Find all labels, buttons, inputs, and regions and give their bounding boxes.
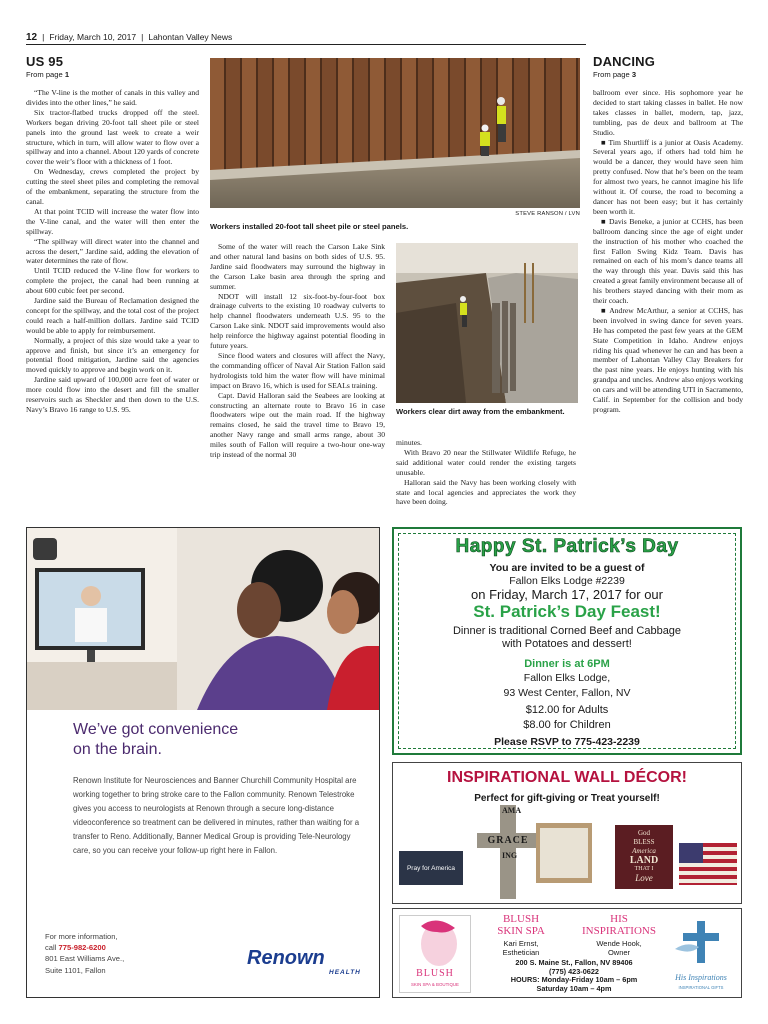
photo1-credit: STEVE RANSON / LVN [515, 211, 580, 217]
article-paragraph: With Bravo 20 near the Stillwater Wildlife Refuge, he said additional water could render the existing targets unusable. [396, 447, 576, 477]
us95-column-2 [210, 242, 385, 460]
article-paragraph: Jardine said upward of 100,000 acre feet of water or more could flow into the desert and fill the smaller reservoirs such as Sheckler and then down to the U.S. Navy’s Bravo 16 range to U.S. 95. [26, 375, 199, 414]
article-paragraph: Until TCID reduced the V-line flow for workers to complete the project, the canal had been running at about 600 cubic feet per second. [26, 266, 199, 296]
shop-contact [479, 959, 669, 993]
shop-hours-weekday: HOURS: Monday-Friday 10am – 6pm [510, 975, 638, 985]
folio-paper: Lahontan Valley News [148, 32, 233, 42]
folio-divider: | [42, 32, 45, 42]
photo-embankment [396, 243, 578, 403]
st-patricks-dinner-1: Dinner is traditional Corned Beef and Cabbage [452, 625, 682, 637]
article-paragraph: NDOT will install 12 six-foot-by-four-foot box drainage culverts to the existing 10 roadway culverts to help channel floodwaters underneath U.S. 95 to the Carson Lake sink. NDOT said improvements would also help reinforce the highway against potential flooding in future years. [210, 291, 385, 351]
us95-column-1 [26, 88, 199, 415]
pray-for-america-sign: Pray for America [399, 851, 463, 885]
photo1-caption: Workers installed 20-foot tall sheet pile or steel panels. [210, 222, 409, 231]
article-paragraph: On Wednesday, crews completed the project by cutting the steel sheet piles and completing the removal of the embankment, separating the structure from the canal. [26, 167, 199, 206]
his-inspirations-owner: Wende Hook, Owner [596, 939, 642, 957]
his-inspirations-name: HIS INSPIRATIONS [582, 913, 656, 937]
article-paragraph: minutes. [396, 438, 422, 447]
article-paragraph: ■ Andrew McArthur, a senior at CCHS, has been involved in swing dance for seven years. He has competed the past few years at the GEM State Competition in Idaho. Andrew enjoys riding his quad whenever he can and has been a member of Lahontan Valley Clay Breakers for the past nine years. He enjoys hunting with his grandpa and uncles. Andrew also enjoys working on cars and will be attending UTI in Sacramento, Calif. in September for the collision and body program. [593, 305, 743, 414]
article-paragraph: “The V-line is the mother of canals in this valley and divides into the other lines,” he said. [26, 88, 199, 107]
article-paragraph: Jardine said the Bureau of Reclamation designed the concept for the spillway, and the total cost of the project could reach a half-million dollars. Jardine said TCID would be able to apply for reimbursement. [26, 296, 199, 335]
renown-contact: For more information, call 775-982-6200 801 East Williams Ave., Suite 1101, Fallon [45, 932, 125, 975]
blush-name: BLUSH SKIN SPA [497, 913, 545, 937]
shop-address: 200 S. Maine St., Fallon, NV 89406 [515, 958, 633, 967]
photo2-caption: Workers clear dirt away from the embankment. [396, 407, 565, 416]
page-folio [26, 30, 586, 44]
st-patricks-feast: St. Patrick’s Day Feast! [473, 602, 661, 621]
us95-headline: US 95 [26, 54, 64, 69]
his-inspirations-logo: His Inspirations INSPIRATIONAL GIFTS [665, 915, 737, 993]
us95-jump-line: From page 1 [26, 70, 70, 79]
flag-icon [679, 843, 737, 885]
st-patricks-date: on Friday, March 17, 2017 for our [471, 587, 663, 602]
god-bless-america-sign: God BLESS America LAND THAT I Love [615, 825, 673, 889]
article-paragraph: Some of the water will reach the Carson Lake Sink and other natural land basins on both sides of U.S. 95. Jardine said floodwaters may surround the highway in the Carson Lake basin area through the spring and summer. [210, 242, 385, 291]
st-patricks-inner-border [398, 533, 736, 749]
renown-logo-sub: HEALTH [329, 969, 361, 976]
article-paragraph: ballroom ever since. His sophomore year he decided to start taking classes in ballet. He now takes classes in ballet, modern, tap, jazz, tumbling, pas de deux and ballroom at The Studio. [593, 88, 743, 137]
shop-phone: (775) 423-0622 [549, 966, 599, 976]
article-paragraph: Halloran said the Navy has been working closely with state and local agencies and appreciates the work they have been doing. [396, 477, 576, 507]
folio-rule [26, 44, 586, 45]
article-paragraph: ■ Tim Shurtliff is a junior at Oasis Academy. Several years ago, if others had told him he would be a dancer, they would have seen him pretty confused. Now that he’s been on the team for almost two years, he cannot imagine his life without it. Of course, the road to becoming a dancer has not been easy; but it has certainly been worth it. [593, 137, 743, 216]
folio-divider: | [141, 32, 144, 42]
st-patricks-venue: Fallon Elks Lodge, [523, 672, 611, 684]
st-patricks-invite: You are invited to be a guest of [489, 562, 645, 574]
dancing-column [593, 88, 743, 415]
page-number: 12 [26, 31, 38, 43]
wall-decor-subtitle: Perfect for gift-giving or Treat yourself! [474, 793, 660, 804]
st-patricks-adult-price: $12.00 for Adults [525, 704, 609, 716]
article-paragraph: ■ Davis Beneke, a junior at CCHS, has been ballroom dancing since the age of eight under the instruction of his mother who coached the first Fallon Swing Kidz Team. Davis has remained on each of his mom’s dance teams all the way through this year. Davis said this has created a great family environment because all of his brothers stayed dancing with their mom as their coach. [593, 216, 743, 306]
renown-health-ad [26, 527, 380, 998]
angel-cross-panel [540, 828, 588, 878]
renown-body: Renown Institute for Neurosciences and Banner Churchill Community Hospital are working together to bring stroke care to the Fallon community. Renown Telestroke gives you access to neurologists at Renown through a secure long-distance videoconference so treatment can be delivered in minutes, rather than waiting for a transfer to Reno. Additionally, Banner Medical Group is providing Tele-Neurology care, so you can receive your follow-up right here in Fallon. [73, 776, 360, 855]
article-paragraph: At that point TCID will increase the water flow into the V-line canal, and the water will then enter the spillway. [26, 206, 199, 236]
st-patricks-title: Happy St. Patrick’s Day [455, 536, 679, 557]
st-patricks-lodge: Fallon Elks Lodge #2239 [509, 575, 625, 587]
blush-logo: BLUSH SKIN SPA & BOUTIQUE [399, 915, 471, 993]
embankment-illustration [396, 243, 578, 403]
article-paragraph: Six tractor-flatbed trucks dropped off the steel. Workers began driving 20-foot tall sheet pile or steel panels into the ground last week to create a weir structure, which in turn, will allow water to flow over a spillway and into a channel. About 120 yards of concrete cover the weir’s floor with a thickness of 1 foot. [26, 107, 199, 167]
wall-decor-title: INSPIRATIONAL WALL DÉCOR! [447, 769, 687, 786]
renown-phone: 775-982-6200 [58, 943, 106, 953]
blush-face-icon [401, 918, 471, 968]
renown-logo: Renown [247, 947, 325, 969]
article-paragraph: Normally, a project of this size would take a year to approve and finish, but since it’s an emergency for potential flood mitigation, Jardine said the agencies moved quickly to approve and begin work on it. [26, 335, 199, 375]
st-patricks-day-ad [392, 527, 742, 755]
photo-sheet-pile [210, 58, 580, 208]
st-patricks-rsvp: Please RSVP to 775-423-2239 [494, 736, 640, 748]
st-patricks-child-price: $8.00 for Children [523, 719, 611, 731]
renown-headline: We’ve got convenience on the brain. [73, 721, 239, 758]
dancing-headline: DANCING [593, 54, 656, 69]
blush-his-inspirations-ad [392, 908, 742, 998]
wall-decor-ad [392, 762, 742, 904]
st-patricks-address: 93 West Center, Fallon, NV [503, 687, 631, 699]
article-paragraph: Capt. David Halloran said the Seabees are looking at constructing an alternate route to Bravo 16 in case floodwaters wipe out the main road. If the highway remains closed, he said the travel time to Bravo 19, another Navy range and small arms range, about 30 miles south of Fallon will require a two-hour one-way trip instead of the normal 30 [210, 390, 385, 460]
amazing-grace-cross: AMA GRACE ING [477, 805, 539, 899]
us95-column-3 [396, 438, 576, 507]
blush-owner: Kari Ernst, Esthetician [502, 939, 540, 957]
st-patricks-time: Dinner is at 6PM [524, 658, 610, 670]
shop-hours-saturday: Saturday 10am – 4pm [536, 983, 612, 993]
cross-dove-icon [665, 915, 737, 969]
folio-date: Friday, March 10, 2017 [49, 32, 137, 42]
dancing-jump-line: From page 3 [593, 70, 637, 79]
sheet-pile-illustration [210, 58, 580, 208]
american-flag-decor [679, 843, 737, 885]
st-patricks-dinner-2: with Potatoes and dessert! [502, 638, 632, 650]
renown-photo-illustration [27, 528, 380, 710]
article-paragraph: Since flood waters and closures will affect the Navy, the commanding officer of Naval Air Station Fallon said hydrologists told him the water flow will have minimal impact on Bravo 16, which is used for SEALs training. [210, 350, 385, 390]
article-paragraph: “The spillway will direct water into the channel and across the desert,” Jardine said, adding the elevation of water determines the rate of flow. [26, 236, 199, 266]
